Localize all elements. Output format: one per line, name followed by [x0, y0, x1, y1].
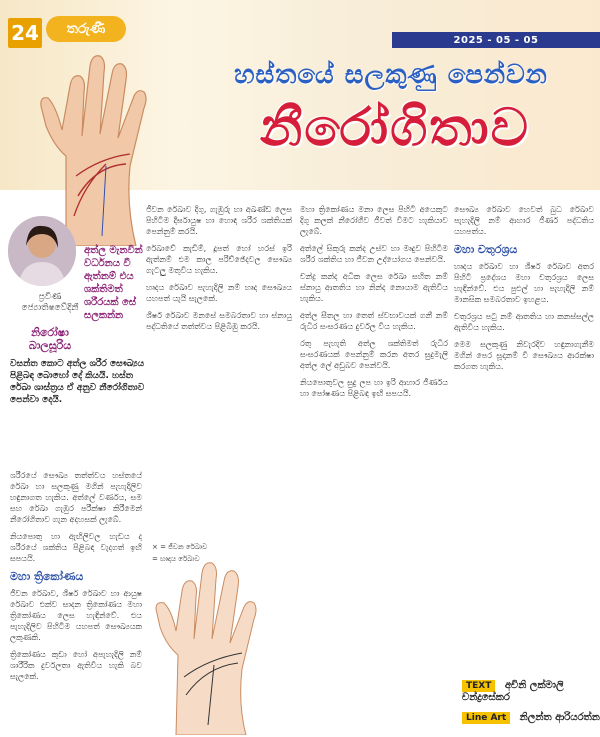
- lineart-credit-tag: Line Art: [462, 712, 510, 724]
- lead-paragraph: වසන්ත කොට අත්ල ශරීර සෞඛ්‍යය පිළිබඳ බොහෝ දේ කියයි. හස්ත රේඛා ශාස්ත්‍රය ඒ අනුව නීරෝගිතාව පෙන්වා දෙයි.: [10, 359, 145, 405]
- page-number: 24: [8, 18, 42, 48]
- column-2: [146, 204, 292, 534]
- column-3: [300, 204, 448, 732]
- col4-paragraph-3: චතුරශ්‍රය පටු නම් ආතතිය හා කනස්සල්ල ඇතිවිය හැකිය.: [454, 312, 594, 332]
- diagram-legend-1: × = ජීවන රේඛාව: [152, 543, 208, 551]
- col4-paragraph-1: සෞඛ්‍ය රේඛාව හෙවත් බුධ රේඛාව පැහැදිලි නම් ආහාර ජීර්ණ පද්ධතිය යහපත්ය.: [454, 205, 594, 236]
- column-4: [454, 204, 594, 674]
- col4-paragraph-4: මෙම සලකුණු නිවැරදිව හඳුනාගැනීම මගින් පෙර සූදානම් වී සෞඛ්‍යය ආරක්ෂා කරගත හැකිය.: [454, 340, 594, 371]
- col3-paragraph-4: අත්ල සීතල හා තෙත් ස්වභාවයක් ගනී නම් රුධිර සංසරණය දුර්වල විය හැකිය.: [300, 311, 448, 331]
- col1-paragraph-3: ජීවන රේඛාව, ශීර්ෂ රේඛාව හා ආයුෂ රේඛාව එක්ව සාදන ත්‍රිකෝණය මහා ත්‍රිකෝණය ලෙස හැඳින්වේ. එය පැහැදිලිව පිහිටීම යහපත් සෞඛ්‍යයක ලකුණකි.: [10, 589, 142, 642]
- author-photo: [8, 216, 76, 286]
- col2-paragraph-2: රේඛාවේ කැඩීම්, දූපත් හෝ හරස් ඉරි ඇත්නම් එම කාල පරිච්ඡේදවල සෞඛ්‍ය ගැටලු මතුවිය හැකිය.: [146, 244, 292, 275]
- author-credit-label: ප්‍රවීණ ජ්‍යොතිෂවේදිනී: [21, 292, 79, 313]
- headline-line-1: හස්තයේ සලකුණු පෙන්වන: [234, 60, 548, 90]
- author-name: නිරෝෂා බාලසූරිය: [28, 326, 72, 352]
- text-credit-name: අචිනි ලක්මාලි චන්ද්‍රසේකර: [462, 680, 564, 703]
- col1-paragraph-4: ත්‍රිකෝණය කුඩා හෝ අපැහැදිලි නම් ශාරීරික දුර්වලතා ඇතිවිය හැකි බව සැලකේ.: [10, 650, 142, 681]
- issue-date: 2025 - 05 - 05: [392, 32, 600, 48]
- col2-paragraph-1: ජීවන රේඛාව දිගු, ගැඹුරු හා අඛණ්ඩ ලෙස පිහිටීම දීර්ඝායුෂ හා හොඳ ශරීර ශක්තියක් පෙන්නුම් කරයි.: [146, 205, 292, 236]
- headline-line-2: නීරෝගිතාව: [259, 98, 531, 158]
- col2-paragraph-3: හෘදය රේඛාව පැහැදිලි නම් හෘද සෞඛ්‍යය යහපත් යැයි සැලකේ.: [146, 283, 292, 303]
- col3-paragraph-6: නියපොතුවල සුදු ලප හා ඉරි ආහාර ජීර්ණය හා පෝෂණය පිළිබඳ ඉඟි සපයයි.: [300, 378, 448, 398]
- col3-paragraph-3: චන්ද්‍ර කන්ද අධික ලෙස රේඛා සහිත නම් ස්නායු ආතතිය හා නින්ද නොයාම ඇතිවිය හැකිය.: [300, 272, 448, 303]
- col2-paragraph-4: ශීර්ෂ රේඛාව මනසේ සමබරතාව හා ස්නායු පද්ධතියේ තත්ත්වය පිළිබිඹු කරයි.: [146, 311, 292, 331]
- diagram-legend-2: = හෘදය රේඛාව: [152, 555, 200, 563]
- col1-paragraph-1: ශරීරයේ සෞඛ්‍ය තත්ත්වය හස්තයේ රේඛා හා සලකුණු මගින් පැහැදිලිව හඳුනාගත හැකිය. අත්ලේ වර්ණය, සම සහ රේඛා ගැඹුර පරීක්ෂා කිරීමෙන් නීරෝගිතාව ගැන අදහසක් ලැබේ.: [10, 471, 142, 524]
- text-credit-tag: TEXT: [462, 680, 495, 692]
- section-label: තරුණී: [46, 16, 126, 42]
- col3-paragraph-2: අත්ලේ සිකුරු කන්ද උස්ව හා මෘදුව පිහිටීම ශරීර ශක්තිය හා ජීවන උද්යෝගය පෙන්වයි.: [300, 244, 448, 264]
- text-credit: [462, 680, 600, 703]
- col3-paragraph-1: මහා ත්‍රිකෝණය මනා ලෙස පිහිටි අයෙකුට දිගු කලක් නීරෝගීව ජීවත් වීමට හැකියාව ලැබේ.: [300, 205, 448, 236]
- col1-subheading: මහා ත්‍රිකෝණය: [10, 570, 84, 583]
- palm-diagram-svg: [146, 535, 292, 735]
- col4-paragraph-2: හෘදය රේඛාව හා ශීර්ෂ රේඛාව අතර පිහිටි ප්‍රදේශය මහා චතුරශ්‍රය ලෙස හැඳින්වේ. එය පුළුල් හා පැහැදිලි නම් මානසික සමබරතාව ඉහළය.: [454, 262, 594, 304]
- lineart-credit: [462, 712, 600, 724]
- palm-diagram: [146, 535, 292, 735]
- column-1: [10, 470, 142, 732]
- col3-paragraph-5: රතු පැහැති අත්ල ශක්තිමත් රුධිර සංසරණයක් පෙන්නුම් කරන අතර සුදුමැලි අත්ල ලේ අඩුබව පෙන්වයි.: [300, 339, 448, 370]
- pull-quote: අත්ල මැනවින් වර්ධනය වී ඇත්නම් එය ශක්තිමත් ශරීරයක් සේ සලකන්න: [84, 245, 143, 321]
- col1-paragraph-2: නියපොතු හා ඇඟිලිවල හැඩය ද ශරීරයේ ශක්තිය පිළිබඳ වැදගත් ඉඟි සපයයි.: [10, 532, 142, 563]
- col4-subheading: මහා චතුරශ්‍රය: [454, 243, 518, 256]
- lineart-credit-name: නිලන්ත ආරියරත්න: [519, 712, 600, 723]
